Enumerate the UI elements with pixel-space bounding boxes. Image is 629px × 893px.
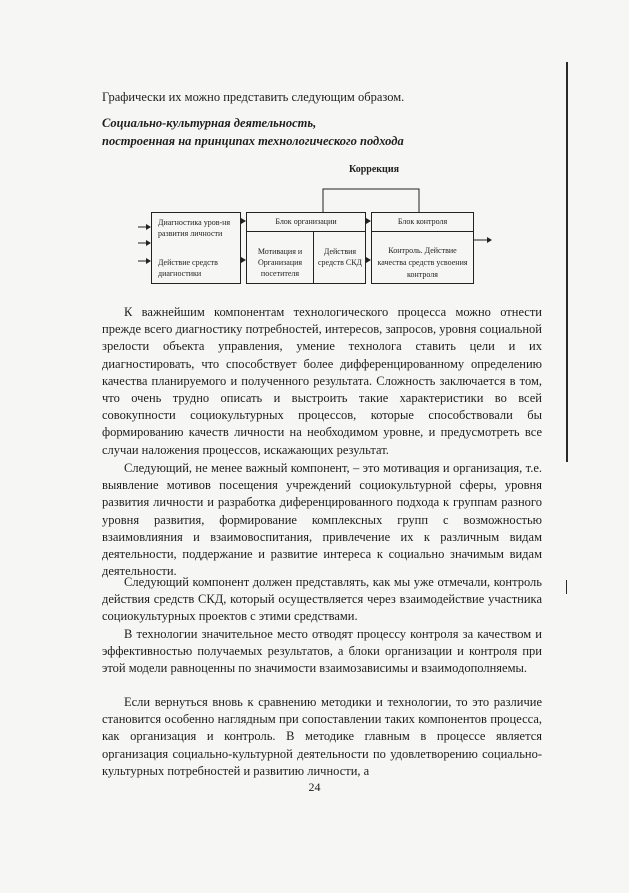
- diagnostics-block: [151, 212, 241, 284]
- scan-edge-line: [566, 62, 568, 462]
- process-diagram: [138, 160, 492, 300]
- paragraph-1: К важнейшим компонентам технологического процесса можно отнести прежде всего диагностику потребностей, интересов, запросов, уровня социальной зрелости объекта управления, умение технолога ставить цели и их диагностировать, что способствует более дифференцированному определению качества планируемого и полученного результата. Сложность заключается в том, что очень трудно описать и выстроить такие характеристики во всей совокупности социокультурных процессов, которые способствовали бы формированию качеств личности на необходимом уровне, и предусмотреть все случаи наложения процессов, искажающих результат.: [102, 305, 542, 457]
- control-block: [371, 212, 474, 284]
- diagnostics-action: Действие средств диагностики: [158, 258, 218, 278]
- actions-cell: Действия средств СКД: [317, 247, 363, 267]
- paragraph-2: Следующий, не менее важный компонент, – это мотивация и организация, т.е. выявление мотивов посещения учреждений социокультурной сферы, уровня развития личности и разработка диференцированного подхода к группам разного уровня развития, формирование комплексных групп с возможностью взаимовлияния и взаимовоспитания, привлечение их к различным видам деятельности, поддержание и развитие интереса к социально значимым видам деятельности.: [102, 461, 542, 579]
- section-heading: [102, 114, 542, 150]
- organization-block-title: Блок организации: [275, 217, 337, 226]
- control-block-title: Блок контроля: [397, 217, 448, 226]
- paragraph-3: Следующий компонент должен представлять, как мы уже отмечали, контроль действия средств СКД, который осуществляется через взаимодействие участника социокультурных проектов с этими средствами.: [102, 575, 542, 624]
- correction-label: Коррекция: [348, 164, 399, 175]
- motivation-cell: Мотивация и Организация посетителя: [257, 247, 303, 278]
- page-number: 24: [308, 780, 321, 794]
- paragraph-5: Если вернуться вновь к сравнению методики и технологии, то это различие становится особенно наглядным при сопоставлении таких компонентов процесса, как организация и контроль. В методике главным в процессе является организация социально-культурной деятельности по удовлетворению социально-культурных потребностей и развитию личности, а: [102, 695, 542, 778]
- paragraph-4: В технологии значительное место отводят процессу контроля за качеством и эффективностью получаемых результатов, а блоки организации и контроля при этой модели равноценны по значимости взаимозависимы и взаимодополняемы.: [102, 627, 542, 676]
- organization-block: [246, 212, 366, 284]
- intro-text: Графически их можно представить следующим образом.: [102, 90, 405, 104]
- diagnostics-title: Диагностика уров-ня развития личности: [158, 218, 231, 238]
- heading-line-2: построенная на принципах технологического подхода: [102, 134, 404, 148]
- scan-edge-mark: [566, 580, 567, 594]
- control-cell: Контроль. Действие качества средств усвоения контроля: [377, 246, 468, 279]
- heading-line-1: Социально-культурная деятельность,: [102, 116, 317, 130]
